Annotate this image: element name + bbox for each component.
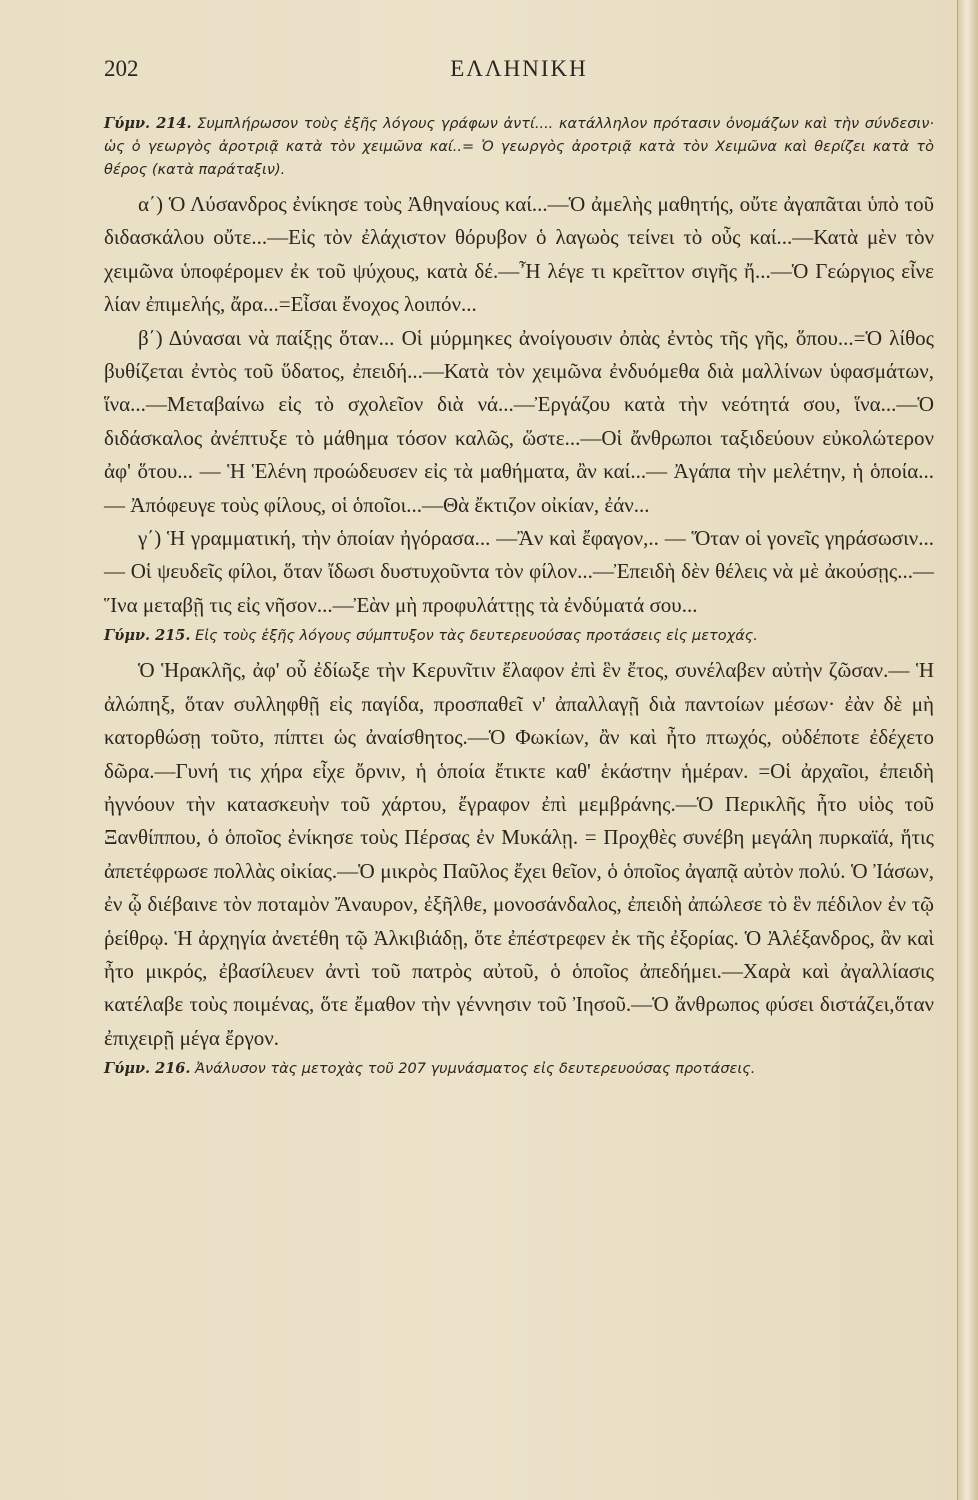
- exercise-label: Γύμν. 215.: [104, 627, 191, 645]
- exercise-instruction: Ἀνάλυσον τὰς μετοχὰς τοῦ 207 γυμνάσματος εἰς δευτερευούσας προτάσεις.: [195, 1061, 756, 1078]
- exercise-214-part-c: γ΄) Ἡ γραμματική, τὴν ὁποίαν ἠγόρασα... —Ἂν καὶ ἔφαγον,.. — Ὅταν οἱ γονεῖς γηράσωσιν...— Οἱ ψευδεῖς φίλοι, ὅταν ἴδωσι δυστυχοῦντα τὸν φίλον...—Ἐπειδὴ δὲν θέλεις νὰ μὲ ἀκούσῃς...—Ἵνα μεταβῇ τις εἰς νῆσον...—Ἐὰν μὴ προφυλάττῃς τὰ ἐνδύματά σου...: [104, 526, 934, 617]
- page-edge: [957, 0, 978, 1500]
- exercise-214-heading: [104, 112, 934, 182]
- exercise-215-heading: [104, 624, 934, 648]
- page-number: 202: [104, 56, 139, 81]
- exercise-label: Γύμν. 216.: [104, 1060, 191, 1078]
- running-title: ΕΛΛΗΝΙΚΗ: [450, 56, 588, 81]
- exercise-215-text: Ὁ Ἡρακλῆς, ἀφ' οὗ ἐδίωξε τὴν Κερυνῖτιν ἔλαφον ἐπὶ ἓν ἔτος, συνέλαβεν αὐτὴν ζῶσαν.— Ἡ ἀλώπηξ, ὅταν συλληφθῇ εἰς παγίδα, προσπαθεῖ ν' ἀπαλλαγῇ διὰ παντοίων μέσων· ἐὰν δὲ μὴ κατορθώσῃ τοῦτο, πίπτει ὡς ἀναίσθητος.—Ὁ Φωκίων, ἂν καὶ ἦτο πτωχός, οὐδέποτε ἐδέχετο δῶρα.—Γυνή τις χήρα εἶχε ὄρνιν, ἡ ὁποία ἔτικτε καθ' ἑκάστην ἡμέραν. =Οἱ ἀρχαῖοι, ἐπειδὴ ἠγνόουν τὴν κατασκευὴν τοῦ χάρτου, ἔγραφον ἐπὶ μεμβράνης.—Ὁ Περικλῆς ἦτο υἱὸς τοῦ Ξανθίππου, ὁ ὁποῖος ἐνίκησε τοὺς Πέρσας ἐν Μυκάλῃ. = Προχθὲς συνέβη μεγάλη πυρκαϊά, ἥτις ἀπετέφρωσε πολλὰς οἰκίας.—Ὁ μικρὸς Παῦλος ἔχει θεῖον, ὁ ὁποῖος ἀγαπᾷ αὐτὸν πολύ. Ὁ Ἰάσων, ἐν ᾧ διέβαινε τὸν ποταμὸν Ἄναυρον, ἐξῆλθε, μονοσάνδαλος, ἐπειδὴ ἀπώλεσε τὸ ἓν πέδιλον ἐν τῷ ῥείθρῳ. Ἡ ἀρχηγία ἀνετέθη τῷ Ἀλκιβιάδῃ, ὅτε ἐπέστρεφεν ἐκ τῆς ἐξορίας. Ὁ Ἀλέξανδρος, ἂν καὶ ἦτο μικρός, ἐβασίλευεν ἀντὶ τοῦ πατρὸς αὐτοῦ, ὁ ὁποῖος ἀπεδήμει.—Χαρὰ καὶ ἀγαλλίασις κατέλαβε τοὺς ποιμένας, ὅτε ἔμαθον τὴν γέννησιν τοῦ Ἰησοῦ.—Ὁ ἄνθρωπος φύσει διστάζει,ὅταν ἐπιχειρῇ μέγα ἔργον.: [104, 658, 934, 1050]
- page-header: [104, 56, 934, 92]
- exercise-214-part-b: β΄) Δύνασαι νὰ παίξῃς ὅταν... Οἱ μύρμηκες ἀνοίγουσιν ὀπὰς ἐντὸς τῆς γῆς, ὅπου...=Ὁ λίθος βυθίζεται ἐντὸς τοῦ ὕδατος, ἐπειδή...—Κατὰ τὸν χειμῶνα ἐνδυόμεθα διὰ μαλλίνων ὑφασμάτων, ἵνα...—Μεταβαίνω εἰς τὸ σχολεῖον διὰ νά...—Ἐργάζου κατὰ τὴν νεότητά σου, ἵνα...—Ὁ διδάσκαλος ἀνέπτυξε τὸ μάθημα τόσον καλῶς, ὥστε...—Οἱ ἄνθρωποι ταξιδεύουν εὐκολώτερον ἀφ' ὅτου... — Ἡ Ἑλένη προώδευσεν εἰς τὰ μαθήματα, ἂν καί...— Ἀγάπα τὴν μελέτην, ἡ ὁποία...— Ἀπόφευγε τοὺς φίλους, οἱ ὁποῖοι...—Θὰ ἔκτιζον οἰκίαν, ἐάν...: [104, 325, 934, 517]
- exercise-instruction: Συμπλήρωσον τοὺς ἑξῆς λόγους γράφων ἀντί.... κατάλληλον πρότασιν ὀνομάζων καὶ τὴν σύνδεσιν· ὡς ὁ γεωργὸς ἀροτριᾷ κατὰ τὸν χειμῶνα καί..= Ὁ γεωργὸς ἀροτριᾷ κατὰ τὸν Χειμῶνα καὶ θερίζει κατὰ τὸ θέρος (κατὰ παράταξιν).: [104, 116, 935, 178]
- exercise-label: Γύμν. 214.: [104, 115, 192, 132]
- page-body: [104, 112, 934, 1087]
- exercise-instruction: Εἰς τοὺς ἑξῆς λόγους σύμπτυξον τὰς δευτερευούσας προτάσεις εἰς μετοχάς.: [195, 628, 758, 645]
- exercise-214-part-a: α΄) Ὁ Λύσανδρος ἐνίκησε τοὺς Ἀθηναίους καί...—Ὁ ἀμελὴς μαθητής, οὔτε ἀγαπᾶται ὑπὸ τοῦ διδασκάλου οὔτε...—Εἰς τὸν ἐλάχιστον θόρυβον ὁ λαγωὸς τείνει τὸ οὖς καί...—Κατὰ μὲν τὸν χειμῶνα ὑποφέρομεν ἐκ τοῦ ψύχους, κατὰ δέ.—Ἦ λέγε τι κρεῖττον σιγῆς ἤ...—Ὁ Γεώργιος εἶνε λίαν ἐπιμελής, ἄρα...=Εἶσαι ἔνοχος λοιπόν...: [104, 192, 934, 317]
- exercise-216-heading: [104, 1057, 934, 1081]
